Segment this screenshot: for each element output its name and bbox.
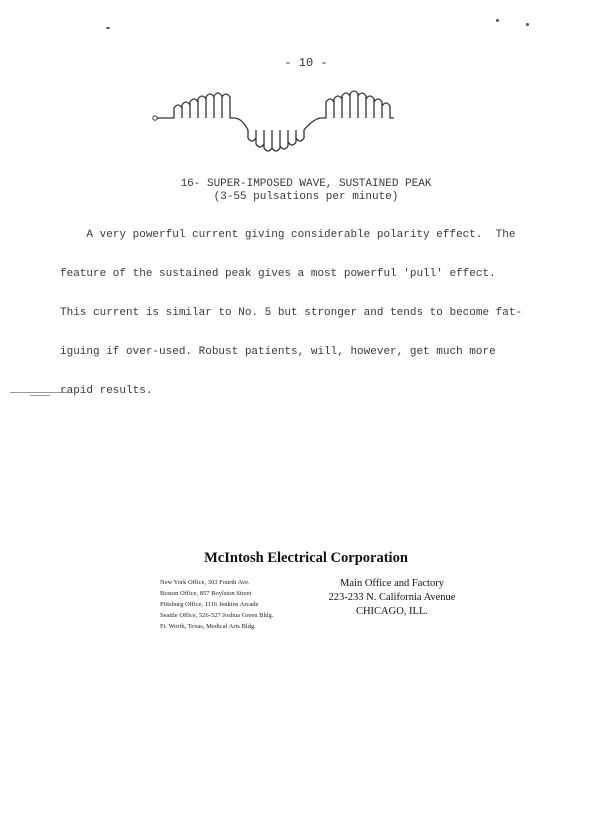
page-number: - 10 - xyxy=(284,56,328,70)
ink-speck xyxy=(496,19,499,22)
super-imposed-wave-icon xyxy=(157,91,394,151)
main-office-address xyxy=(312,577,472,619)
ink-speck xyxy=(526,23,529,26)
section-subtitle: (3-55 pulsations per minute) xyxy=(213,191,399,203)
terminal-circle-icon xyxy=(153,116,157,120)
section-title: 16- SUPER-IMPOSED WAVE, SUSTAINED PEAK xyxy=(180,178,432,190)
branch-offices xyxy=(160,577,273,632)
ink-speck xyxy=(106,27,110,29)
branch-office-line: Boston Office, 857 Boylston Street xyxy=(160,590,252,597)
body-line: This current is similar to No. 5 but stronger and tends to become fat- xyxy=(60,307,523,319)
branch-office-line: New York Office, 303 Fourth Ave. xyxy=(160,579,250,586)
branch-office-line: Seattle Office, 526-527 Joshua Green Bldg. xyxy=(160,612,274,619)
waveform-diagram xyxy=(150,86,450,152)
branch-office-line: Ft. Worth, Texas, Medical Arts Bldg. xyxy=(160,623,256,630)
company-name: McIntosh Electrical Corporation xyxy=(204,550,408,566)
body-line: iguing if over-used. Robust patients, will, however, get much more xyxy=(60,346,496,358)
body-line: rapid results. xyxy=(60,385,153,397)
main-office-line: Main Office and Factory xyxy=(340,578,444,589)
branch-office-line: Pittsburg Office, 1116 Jenkins Arcade xyxy=(160,601,259,608)
body-line: feature of the sustained peak gives a most powerful 'pull' effect. xyxy=(60,268,496,280)
section-body xyxy=(60,203,522,411)
main-office-line: CHICAGO, ILL. xyxy=(355,606,429,617)
scan-streak xyxy=(30,395,50,396)
body-line: A very powerful current giving considerable polarity effect. The xyxy=(60,229,516,241)
main-office-line: 223-233 N. California Avenue xyxy=(328,592,456,603)
